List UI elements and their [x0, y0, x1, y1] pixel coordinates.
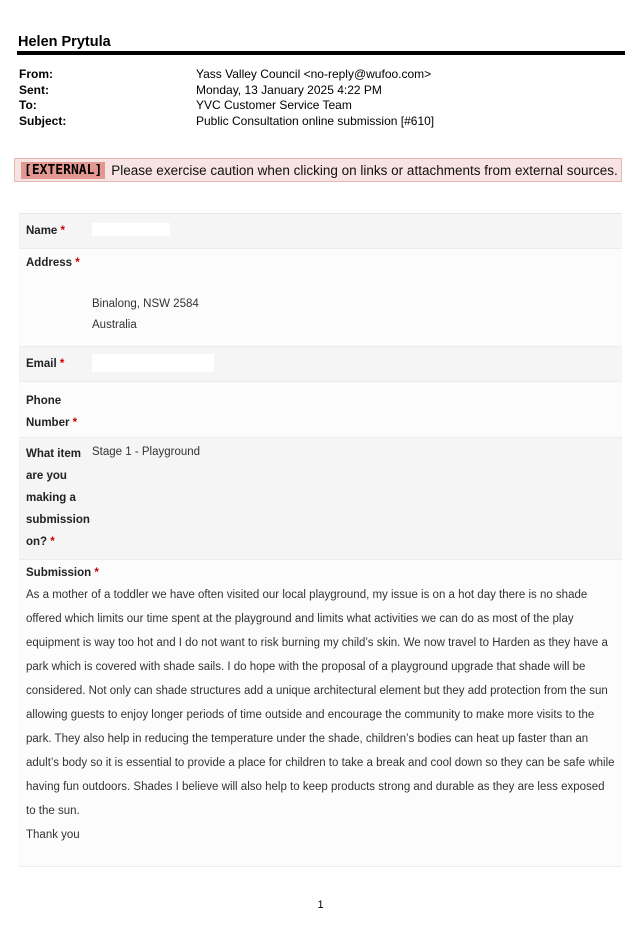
submission-label: Submission * [26, 567, 99, 579]
external-tag: [EXTERNAL] [21, 162, 105, 179]
external-warning-banner [14, 158, 622, 182]
submission-text: As a mother of a toddler we have often visited our local playground, my issue is on a hot day there is no shade offered which limits our time spent at the playground and limits what activities we can do as most of the play equipment is way too hot and I do not want to risk burning my child’s skin. We now travel to Harden as they have a park which is covered with shade sails. I do hope with the proposal of a playground upgrade that shade will be considered. Not only can shade structures add a unique architectural element but they add protection from the sun allowing guests to enjoy longer periods of time outside and encourage the community to make more visits to the park. They also help in reducing the temperature under the shade, children’s bodies can heat up faster than an adult’s body so it is essential to provide a place for children to take a break and cool down so they can be safe while having fun outdoors. Shades I believe will also help to keep products strong and durable as they are less exposed to the sun. [26, 589, 615, 817]
to-label: To: [19, 98, 37, 112]
item-value: Stage 1 - Playground [92, 446, 201, 458]
to-value: YVC Customer Service Team [196, 98, 352, 112]
phone-value [92, 382, 622, 437]
name-row [19, 214, 622, 249]
from-row [19, 67, 434, 83]
redacted-email [92, 354, 214, 372]
closing-text: Thank you [26, 829, 80, 841]
sent-row [19, 83, 434, 99]
submission-row [19, 560, 622, 867]
address-line-2: Australia [92, 319, 137, 331]
external-warning-text: Please exercise caution when clicking on links or attachments from external sources. [111, 162, 618, 178]
subject-value: Public Consultation online submission [#610] [196, 113, 435, 128]
email-headers [19, 67, 434, 129]
name-value [92, 223, 622, 239]
email-value [92, 354, 622, 375]
from-value: Yass Valley Council <no-reply@wufoo.com> [196, 67, 432, 81]
redacted-name [92, 223, 170, 236]
header-rule [17, 51, 625, 55]
page-number: 1 [317, 899, 324, 911]
phone-label: Phone Number * [26, 395, 78, 429]
sent-label: Sent: [19, 82, 49, 97]
address-line-1: Binalong, NSW 2584 [92, 298, 199, 310]
address-label: Address * [26, 257, 80, 269]
to-row [19, 98, 434, 114]
from-label: From: [19, 67, 53, 81]
email-row [19, 347, 622, 382]
sent-value: Monday, 13 January 2025 4:22 PM [196, 82, 382, 97]
item-label: What item are you making a submission on? * [26, 448, 90, 548]
phone-row [19, 382, 622, 438]
name-label: Name * [26, 225, 66, 237]
address-row [19, 249, 622, 347]
subject-label: Subject: [19, 113, 67, 128]
submission-form [19, 213, 622, 867]
item-row [19, 438, 622, 560]
subject-row [19, 114, 434, 130]
sender-name: Helen Prytula [18, 34, 111, 50]
address-value [92, 249, 622, 346]
email-label: Email * [26, 358, 65, 370]
